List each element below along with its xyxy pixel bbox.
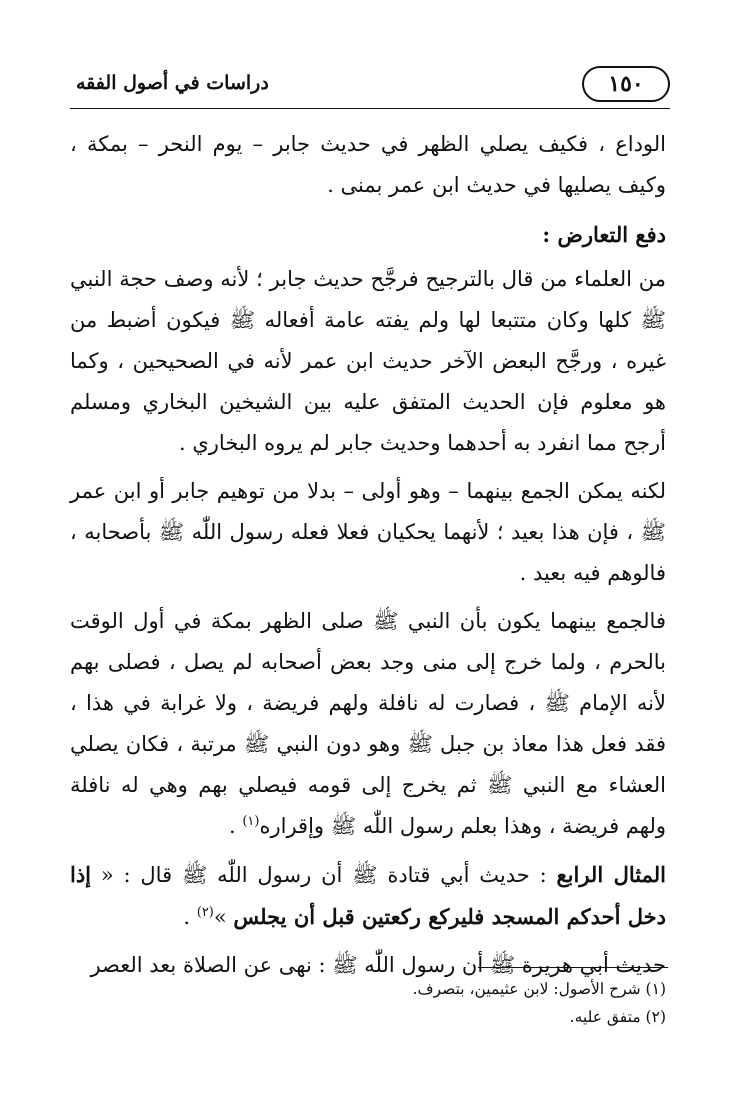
paragraph-6: حديث أبي هريرة ﷺ أن رسول اللّٰه ﷺ : نهى عن الصلاة بعد العصر xyxy=(90,953,666,977)
header-rule xyxy=(70,108,670,109)
quote-close: » xyxy=(213,905,234,929)
footnote-ref-1: (١) xyxy=(242,814,260,829)
example-label: المثال الرابع xyxy=(556,862,666,887)
footnote-ref-2: (٢) xyxy=(196,905,214,920)
running-title: دراسات في أصول الفقه xyxy=(76,72,269,94)
page-header xyxy=(70,60,670,116)
paragraph-2: من العلماء من قال بالترجيح فرجَّح حديث جابر ؛ لأنه وصف حجة النبي ﷺ كلها وكان متتبعا لها ولم يفته عامة أفعاله ﷺ فيكون أضبط من غيره ، ورجَّح البعض الآخر حديث ابن عمر لأنه في الصحيحين ، وكما هو معلوم فإن الحديث المتفق عليه بين الشيخين البخاري ومسلم أرجح مما انفرد به أحدهما وحديث جابر لم يروه البخاري . xyxy=(70,267,666,455)
footnote-2: (٢) متفق عليه. xyxy=(569,1008,666,1026)
paragraph-5 xyxy=(70,854,666,938)
paragraph-3: لكنه يمكن الجمع بينهما – وهو أولى – بدلا من توهيم جابر أو ابن عمر ﷺ ، فإن هذا بعيد ؛ لأنهما يحكيان فعلا فعله رسول اللّٰه ﷺ بأصحابه ، فالوهم فيه بعيد . xyxy=(70,479,666,585)
paragraph-1: الوداع ، فكيف يصلي الظهر في حديث جابر – يوم النحر – بمكة ، وكيف يصليها في حديث ابن عمر بمنى . xyxy=(70,132,666,197)
paragraph-4-text: فالجمع بينهما يكون بأن النبي ﷺ صلى الظهر بمكة في أول الوقت بالحرم ، ولما خرج إلى منى وجد بعض أصحابه لم يصل ، فصلى بهم لأنه الإمام ﷺ ، فصارت له نافلة ولهم فريضة ، ولا غرابة في هذا ، فقد فعل هذا معاذ بن جبل ﷺ وهو دون النبي ﷺ مرتبة ، فكان يصلي العشاء مع النبي ﷺ ثم يخرج إلى قومه فيصلي بهم وهي له نافلة ولهم فريضة ، وهذا بعلم رسول اللّٰه ﷺ وإقراره xyxy=(70,609,666,838)
footnote-rule xyxy=(478,967,668,968)
section-heading: دفع التعارض : xyxy=(542,222,666,247)
page-body xyxy=(70,124,666,986)
paragraph-4-end: . xyxy=(228,814,243,838)
page-number: ١٥٠ xyxy=(582,66,670,102)
paragraph-4 xyxy=(70,601,666,847)
footnote-1: (١) شرح الأصول: لابن عثيمين، بتصرف. xyxy=(412,980,666,998)
footnotes xyxy=(70,975,666,1031)
hadith-text: إذا دخل أحدكم المسجد فليركع ركعتين قبل أن يجلس xyxy=(70,862,666,929)
paragraph-5-text: : حديث أبي قتادة ﷺ أن رسول اللّٰه ﷺ قال : « xyxy=(91,863,557,887)
paragraph-5-end: . xyxy=(183,905,197,929)
